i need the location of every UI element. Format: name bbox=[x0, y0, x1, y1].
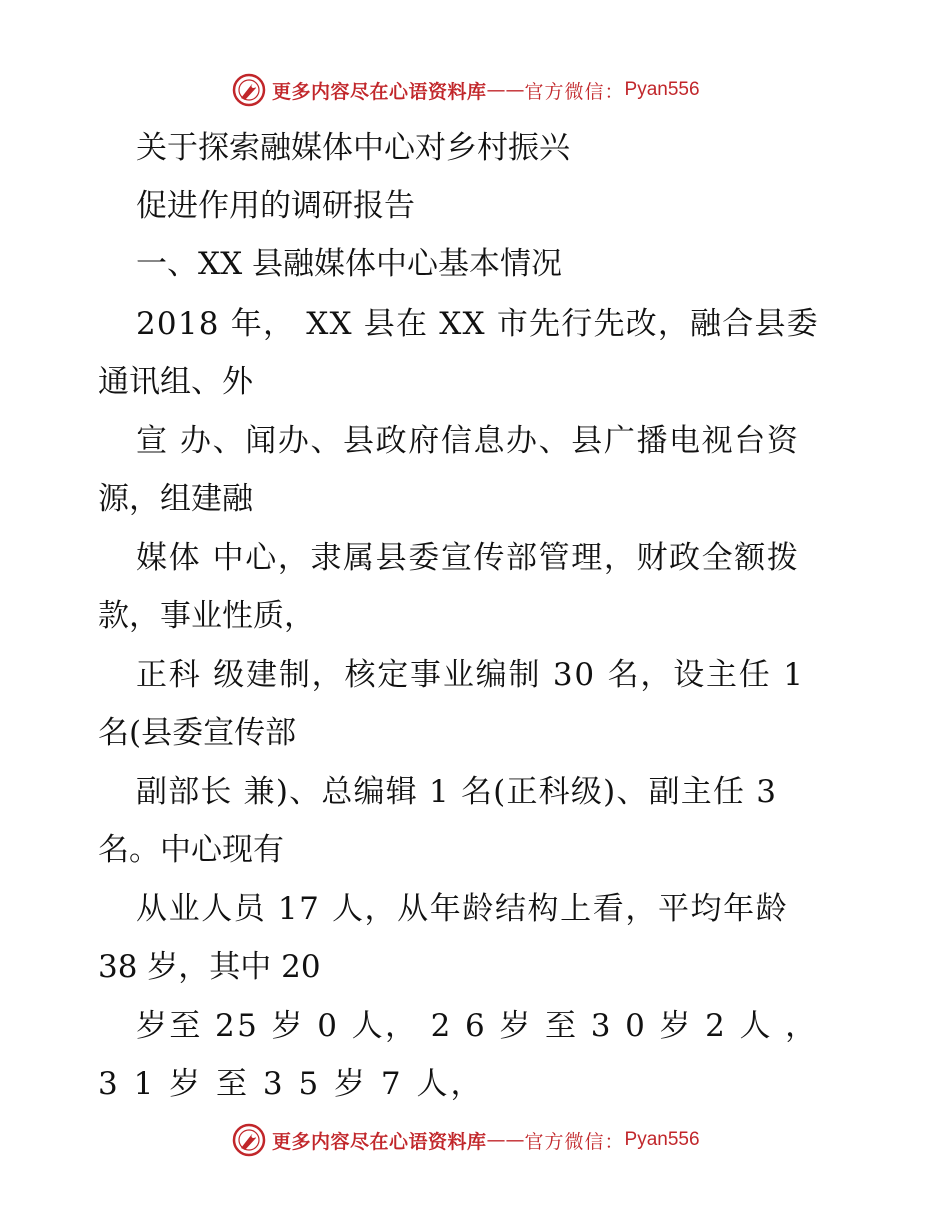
watermark-wechat-id: Pyan556 bbox=[624, 79, 700, 100]
watermark-separator: —— bbox=[486, 1129, 525, 1151]
watermark-wechat-id: Pyan556 bbox=[624, 1129, 700, 1150]
watermark-text: 更多内容尽在心语资料库 bbox=[272, 80, 487, 103]
header-watermark bbox=[232, 72, 700, 108]
paragraph-line: 源，组建融 bbox=[98, 481, 253, 517]
paragraph-line: 通讯组、外 bbox=[98, 364, 253, 400]
pen-nib-logo-icon bbox=[232, 73, 266, 107]
paragraph-line: 媒体 中心，隶属县委宣传部管理，财政全额拨 bbox=[136, 540, 800, 576]
paragraph-line: 宣 办、闻办、县政府信息办、县广播电视台资 bbox=[136, 423, 800, 459]
doc-title-line-1: 关于探索融媒体中心对乡村振兴 bbox=[136, 130, 570, 166]
paragraph-line: 款，事业性质， bbox=[98, 598, 315, 634]
watermark-text: 更多内容尽在心语资料库 bbox=[272, 1130, 487, 1153]
paragraph-line: 岁至 25 岁 0 人， 2 6 岁 至 3 0 岁 2 人 ， bbox=[136, 1008, 819, 1044]
watermark-official-label: 官方微信： bbox=[524, 80, 625, 103]
pen-nib-logo-icon bbox=[232, 1123, 266, 1157]
doc-title-line-2: 促进作用的调研报告 bbox=[136, 188, 415, 224]
paragraph-line: 副部长 兼)、总编辑 1 名(正科级)、副主任 3 bbox=[136, 774, 778, 810]
watermark-separator: —— bbox=[486, 79, 525, 101]
paragraph-line: 38 岁，其中 20 bbox=[98, 949, 321, 985]
paragraph-line: 3 1 岁 至 3 5 岁 7 人， bbox=[98, 1066, 485, 1102]
paragraph-line: 名(县委宣传部 bbox=[98, 715, 297, 751]
paragraph-line: 名。中心现有 bbox=[98, 832, 284, 868]
footer-watermark bbox=[232, 1122, 700, 1158]
paragraph-line: 2018 年， XX 县在 XX 市先行先改，融合县委 bbox=[136, 306, 819, 342]
paragraph-line: 正科 级建制，核定事业编制 30 名，设主任 1 bbox=[136, 657, 805, 693]
paragraph-line: 从业人员 17 人，从年龄结构上看，平均年龄 bbox=[136, 891, 789, 927]
watermark-official-label: 官方微信： bbox=[524, 1130, 625, 1153]
section-heading: 一、XX 县融媒体中心基本情况 bbox=[136, 246, 562, 282]
